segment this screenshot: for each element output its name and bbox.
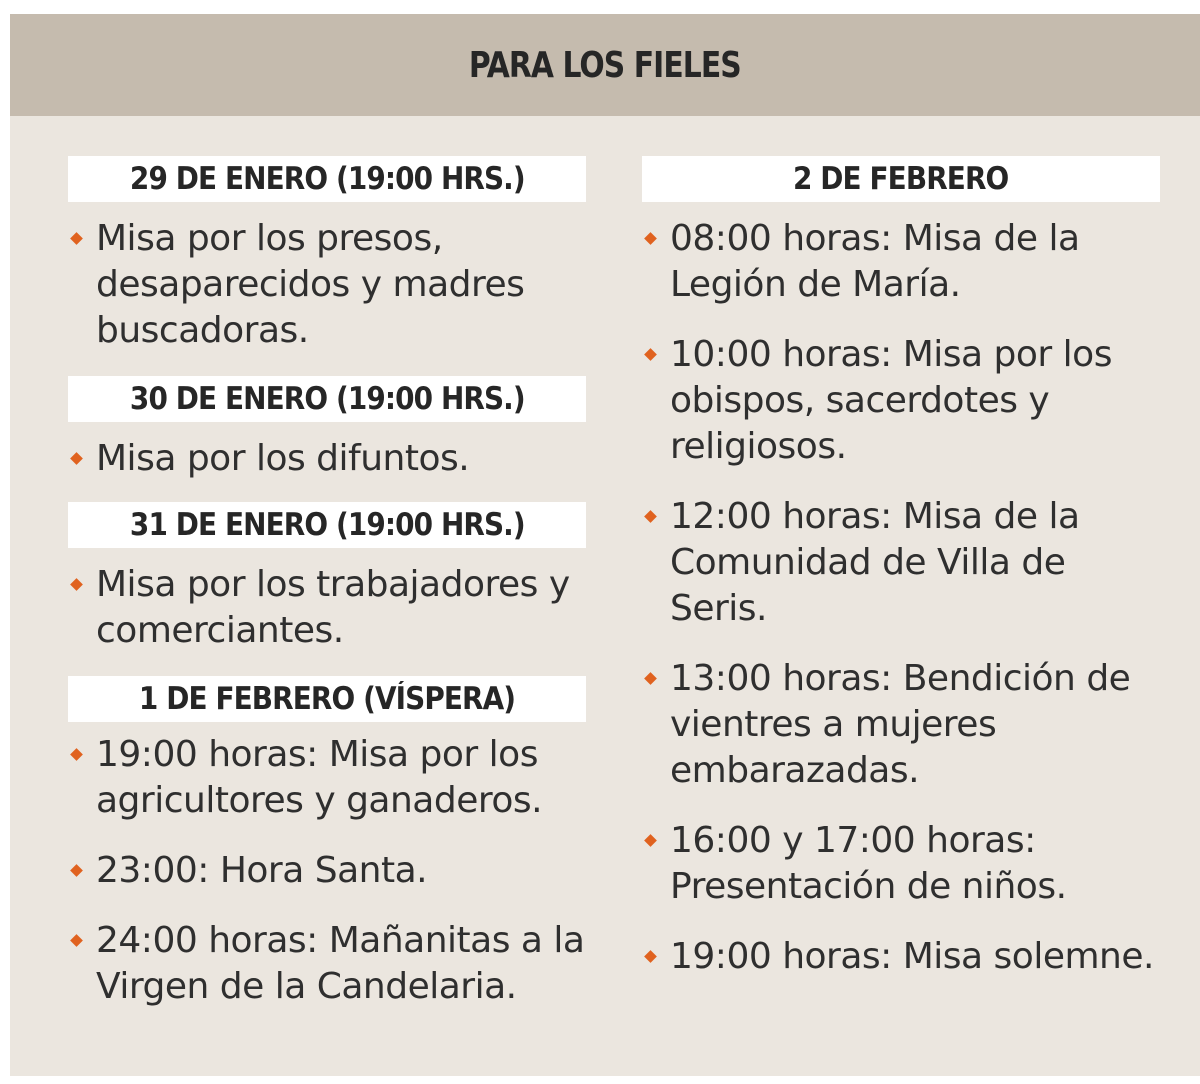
diamond-bullet-icon [70, 934, 83, 947]
schedule-item [642, 216, 1160, 308]
schedule-item-text: 13:00 horas: Bendición de vientres a mujeres embarazadas. [670, 658, 1131, 791]
right-column [642, 156, 1160, 1002]
schedule-item-text: 23:00: Hora Santa. [96, 850, 428, 891]
schedule-item-text: 12:00 horas: Misa de la Comunidad de Villa de Seris. [670, 496, 1080, 629]
date-heading [642, 156, 1160, 202]
date-heading-label: 2 DE FEBRERO [793, 161, 1009, 197]
schedule-item [642, 332, 1160, 470]
schedule-item [68, 848, 586, 894]
schedule-item [642, 494, 1160, 632]
date-group [642, 156, 1160, 980]
header-title: PARA LOS FIELES [468, 44, 741, 86]
schedule-item-text: Misa por los presos, desaparecidos y madres buscadoras. [96, 218, 525, 351]
diamond-bullet-icon [644, 510, 657, 523]
schedule-item-text: Misa por los difuntos. [96, 438, 470, 479]
diamond-bullet-icon [644, 950, 657, 963]
schedule-item [68, 562, 586, 654]
schedule-card [10, 14, 1200, 1076]
schedule-item-text: 16:00 y 17:00 horas: Presentación de niños. [670, 820, 1067, 907]
header-bar [10, 14, 1200, 116]
diamond-bullet-icon [70, 864, 83, 877]
date-group [68, 156, 586, 354]
diamond-bullet-icon [644, 348, 657, 361]
schedule-item [642, 818, 1160, 910]
date-group [68, 676, 586, 1010]
date-heading-label: 29 DE ENERO (19:00 HRS.) [129, 161, 525, 197]
left-column [68, 156, 586, 1032]
date-heading-label: 30 DE ENERO (19:00 HRS.) [129, 381, 525, 417]
schedule-item-text: 10:00 horas: Misa por los obispos, sacerdotes y religiosos. [670, 334, 1112, 467]
schedule-item-text: 08:00 horas: Misa de la Legión de María. [670, 218, 1080, 305]
date-group [68, 376, 586, 482]
schedule-item-text: 24:00 horas: Mañanitas a la Virgen de la Candelaria. [96, 920, 585, 1007]
diamond-bullet-icon [70, 232, 83, 245]
diamond-bullet-icon [70, 578, 83, 591]
date-heading [68, 376, 586, 422]
schedule-item-text: 19:00 horas: Misa solemne. [670, 936, 1154, 977]
date-heading [68, 502, 586, 548]
schedule-item [642, 656, 1160, 794]
diamond-bullet-icon [644, 672, 657, 685]
schedule-item [68, 216, 586, 354]
date-heading-label: 1 DE FEBRERO (VÍSPERA) [138, 681, 516, 717]
schedule-item [68, 436, 586, 482]
schedule-item [642, 934, 1160, 980]
date-heading [68, 676, 586, 722]
schedule-item-text: 19:00 horas: Misa por los agricultores y ganaderos. [96, 734, 543, 821]
schedule-item [68, 732, 586, 824]
schedule-item [68, 918, 586, 1010]
diamond-bullet-icon [644, 232, 657, 245]
date-heading-label: 31 DE ENERO (19:00 HRS.) [129, 507, 525, 543]
date-group [68, 502, 586, 654]
date-heading [68, 156, 586, 202]
schedule-item-text: Misa por los trabajadores y comerciantes. [96, 564, 570, 651]
diamond-bullet-icon [70, 452, 83, 465]
diamond-bullet-icon [644, 834, 657, 847]
diamond-bullet-icon [70, 748, 83, 761]
